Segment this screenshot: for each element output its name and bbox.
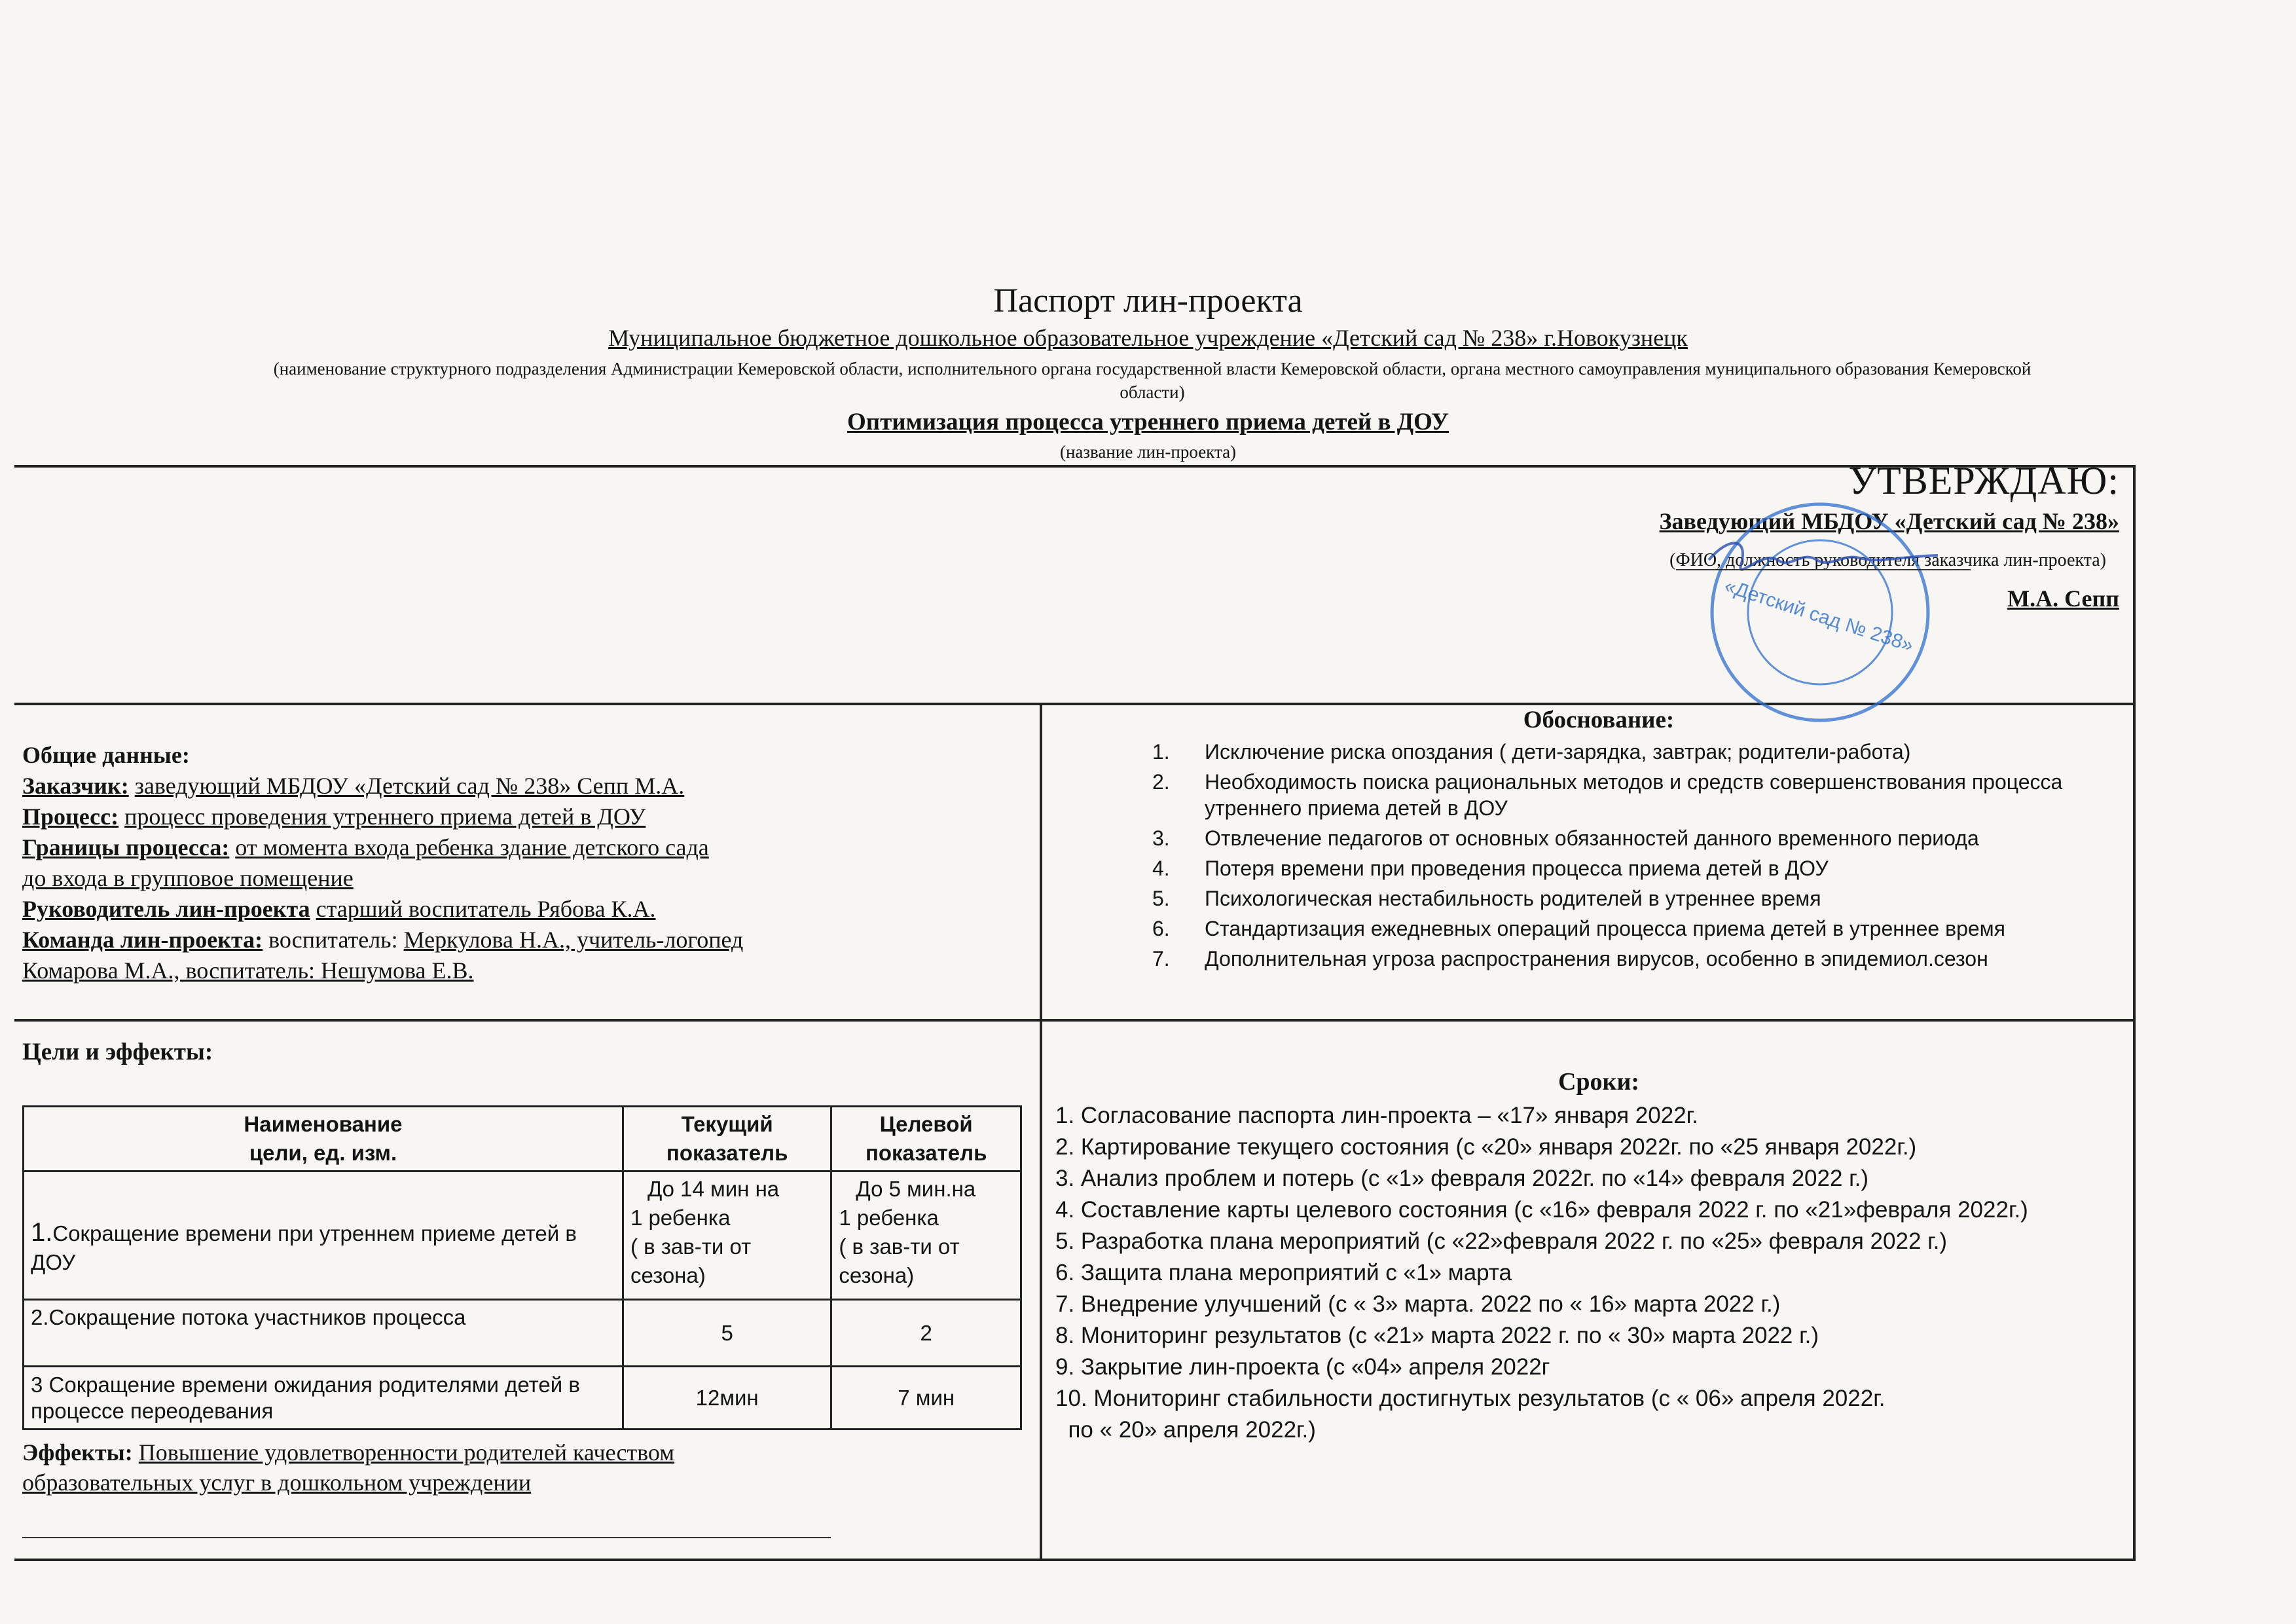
justification-item: [1152, 944, 2121, 974]
justification-item: [1152, 883, 2121, 913]
value-line: сезона): [630, 1263, 706, 1287]
general-data-section: [22, 740, 1011, 986]
deadline-item: 10. Мониторинг стабильности достигнутых результатов (с « 06» апреля 2022г.: [1055, 1386, 1886, 1411]
target-value-cell: 2: [831, 1300, 1021, 1367]
justification-list: [1152, 737, 2121, 974]
value-line: 1 ребенка: [630, 1206, 731, 1230]
header-line: цели, ед. изм.: [249, 1141, 397, 1165]
deadline-item: 4. Составление карты целевого состояния (с «16» февраля 2022 г. по «21»февраля 2022г.): [1055, 1197, 2028, 1223]
customer-value: заведующий МБДОУ «Детский сад № 238» Сепп М.А.: [134, 773, 685, 799]
goals-table: [22, 1105, 1022, 1430]
header-line: Целевой: [879, 1112, 973, 1136]
justification-item: [1152, 853, 2121, 883]
goal-name: Сокращение времени при утреннем приеме детей в ДОУ: [31, 1221, 577, 1274]
deadline-item: 5. Разработка плана мероприятий (с «22»февраля 2022 г. по «25» февраля 2022 г.): [1055, 1228, 1948, 1254]
goal-name-cell: [24, 1172, 623, 1300]
item-number: 5.: [1152, 887, 1170, 910]
deadlines-list: [1055, 1100, 2136, 1446]
target-value-cell: 7 мин: [831, 1367, 1021, 1430]
value-line: До 5 мин.на: [856, 1177, 976, 1201]
header-line: показатель: [865, 1141, 987, 1165]
effects-line-1: [22, 1437, 1017, 1467]
item-number: 3.: [1152, 826, 1170, 850]
justification-item: [1152, 913, 2121, 944]
target-value-cell: [831, 1172, 1021, 1300]
item-number: 2.: [1152, 770, 1170, 794]
goal-name-cell: 3 Сокращение времени ожидания родителями детей в процессе переодевания: [24, 1367, 623, 1430]
team-name-1: Меркулова Н.А., учитель-логопед: [403, 927, 744, 953]
item-number: 6.: [1152, 917, 1170, 940]
deadline-item: 6. Защита плана мероприятий с «1» марта: [1055, 1260, 1512, 1285]
effects-label: Эффекты:: [22, 1439, 133, 1466]
project-name-note: (название лин-проекта): [1059, 442, 1237, 462]
value-line: До 14 мин на: [647, 1177, 780, 1201]
process-line: [22, 802, 1011, 832]
table-row: [24, 1172, 1021, 1300]
item-text: Отвлечение педагогов от основных обязанностей данного временного периода: [1205, 826, 1979, 850]
signature-line: [22, 1537, 831, 1538]
process-label: Процесс:: [22, 803, 119, 830]
deadlines-title: Сроки:: [1558, 1068, 1640, 1096]
item-text: Исключение риска опоздания ( дети-зарядка, завтрак; родители-работа): [1205, 740, 1911, 764]
deadline-item: по « 20» апреля 2022г.): [1055, 1417, 1316, 1443]
justification-title: Обоснование:: [1523, 707, 1675, 733]
effects-value-2: образовательных услуг в дошкольном учреждении: [22, 1469, 532, 1496]
column-header-target: [831, 1107, 1021, 1172]
organization-name: Муниципальное бюджетное дошкольное образовательное учреждение «Детский сад № 238» г.Новокузнецк: [608, 325, 1688, 351]
goal-number: 1.: [31, 1217, 53, 1247]
approval-note: (ФИО, должность руководителя заказчика лин-проекта): [1669, 550, 2106, 570]
header-line: Текущий: [681, 1112, 773, 1136]
item-number: 1.: [1152, 740, 1170, 764]
deadline-item: 7. Внедрение улучшений (с « 3» марта. 2022 по « 16» марта 2022 г.): [1055, 1291, 1781, 1317]
team-line-2: Комарова М.А., воспитатель: Нешумова Е.В.: [22, 957, 474, 984]
table-row: [24, 1367, 1021, 1430]
frame-column-divider: [1040, 703, 1042, 1559]
effects-value-1: Повышение удовлетворенности родителей качеством: [138, 1439, 674, 1466]
column-header-current: [623, 1107, 831, 1172]
general-data-title: Общие данные:: [22, 742, 190, 768]
value-line: ( в зав-ти от: [839, 1234, 960, 1259]
deadline-item: 2. Картирование текущего состояния (с «20» января 2022г. по «25 января 2022г.): [1055, 1134, 1917, 1160]
item-text: Дополнительная угроза распространения вирусов, особенно в эпидемиол.сезон: [1205, 947, 1988, 970]
item-text: Потеря времени при проведения процесса приема детей в ДОУ: [1205, 857, 1829, 880]
item-text: Стандартизация ежедневных операций процесса приема детей в утреннее время: [1205, 917, 2005, 940]
value-line: 1 ребенка: [839, 1206, 939, 1230]
justification-item: [1152, 823, 2121, 853]
project-name: Оптимизация процесса утреннего приема детей в ДОУ: [847, 409, 1449, 435]
seal-center-text: «Детский сад № 238»: [1722, 575, 1916, 657]
table-row: [24, 1300, 1021, 1367]
effects-section: [22, 1437, 1017, 1498]
current-value-cell: 12мин: [623, 1367, 831, 1430]
deadline-item: 9. Закрытие лин-проекта (с «04» апреля 2022г: [1055, 1354, 1550, 1380]
approval-heading: УТВЕРЖДАЮ:: [1848, 459, 2119, 502]
header-line: Наименование: [244, 1112, 403, 1136]
item-number: 7.: [1152, 947, 1170, 970]
leader-line: [22, 894, 1011, 925]
current-value-cell: [623, 1172, 831, 1300]
bounds-value-1: от момента входа ребенка здание детского сада: [235, 834, 709, 860]
frame-line-bottom: [14, 1559, 2136, 1561]
item-number: 4.: [1152, 857, 1170, 880]
current-value-cell: 5: [623, 1300, 831, 1367]
column-header-name: [24, 1107, 623, 1172]
table-header-row: [24, 1107, 1021, 1172]
process-value: процесс проведения утреннего приема детей в ДОУ: [124, 803, 646, 830]
deadline-item: 3. Анализ проблем и потерь (с «1» февраля 2022г. по «14» февраля 2022 г.): [1055, 1166, 1869, 1191]
item-text: Необходимость поиска рациональных методов и средств совершенствования процесса утреннего приема детей в ДОУ: [1205, 770, 2063, 820]
value-line: ( в зав-ти от: [630, 1234, 752, 1259]
deadline-item: 1. Согласование паспорта лин-проекта – «17» января 2022г.: [1055, 1103, 1698, 1128]
value-line: сезона): [839, 1263, 915, 1287]
bounds-line: [22, 832, 1011, 863]
leader-value: старший воспитатель Рябова К.А.: [316, 896, 656, 922]
approval-name: М.А. Сепп: [2007, 585, 2119, 612]
deadline-item: 8. Мониторинг результатов (с «21» марта 2022 г. по « 30» марта 2022 г.): [1055, 1323, 1819, 1348]
document-title: Паспорт лин-проекта: [993, 282, 1303, 320]
team-role-1: воспитатель:: [268, 927, 398, 953]
handwritten-signature: [1709, 543, 1938, 569]
header-line: показатель: [666, 1141, 788, 1165]
frame-line-top: [14, 465, 2136, 468]
justification-item: [1152, 737, 2121, 767]
goal-name-cell: 2.Сокращение потока участников процесса: [24, 1300, 623, 1367]
organization-note: (наименование структурного подразделения Администрации Кемеровской области, исполнительного органа государственной власти Кемеровской области, органа местного самоуправления муниципального образования Кемеровской области): [273, 359, 2032, 402]
approval-role: Заведующий МБДОУ «Детский сад № 238»: [1659, 508, 2119, 534]
official-seal-stamp: [1663, 498, 1977, 727]
justification-item: [1152, 767, 2121, 823]
item-text: Психологическая нестабильность родителей в утреннее время: [1205, 887, 1821, 910]
customer-line: [22, 771, 1011, 802]
bounds-label: Границы процесса:: [22, 834, 230, 860]
customer-label: Заказчик:: [22, 773, 129, 799]
goals-title: Цели и эффекты:: [22, 1039, 213, 1065]
team-label: Команда лин-проекта:: [22, 927, 263, 953]
leader-label: Руководитель лин-проекта: [22, 896, 310, 922]
bounds-value-2: до входа в групповое помещение: [22, 865, 354, 891]
team-line: [22, 925, 1011, 955]
frame-line-mid-2: [14, 1019, 2136, 1022]
